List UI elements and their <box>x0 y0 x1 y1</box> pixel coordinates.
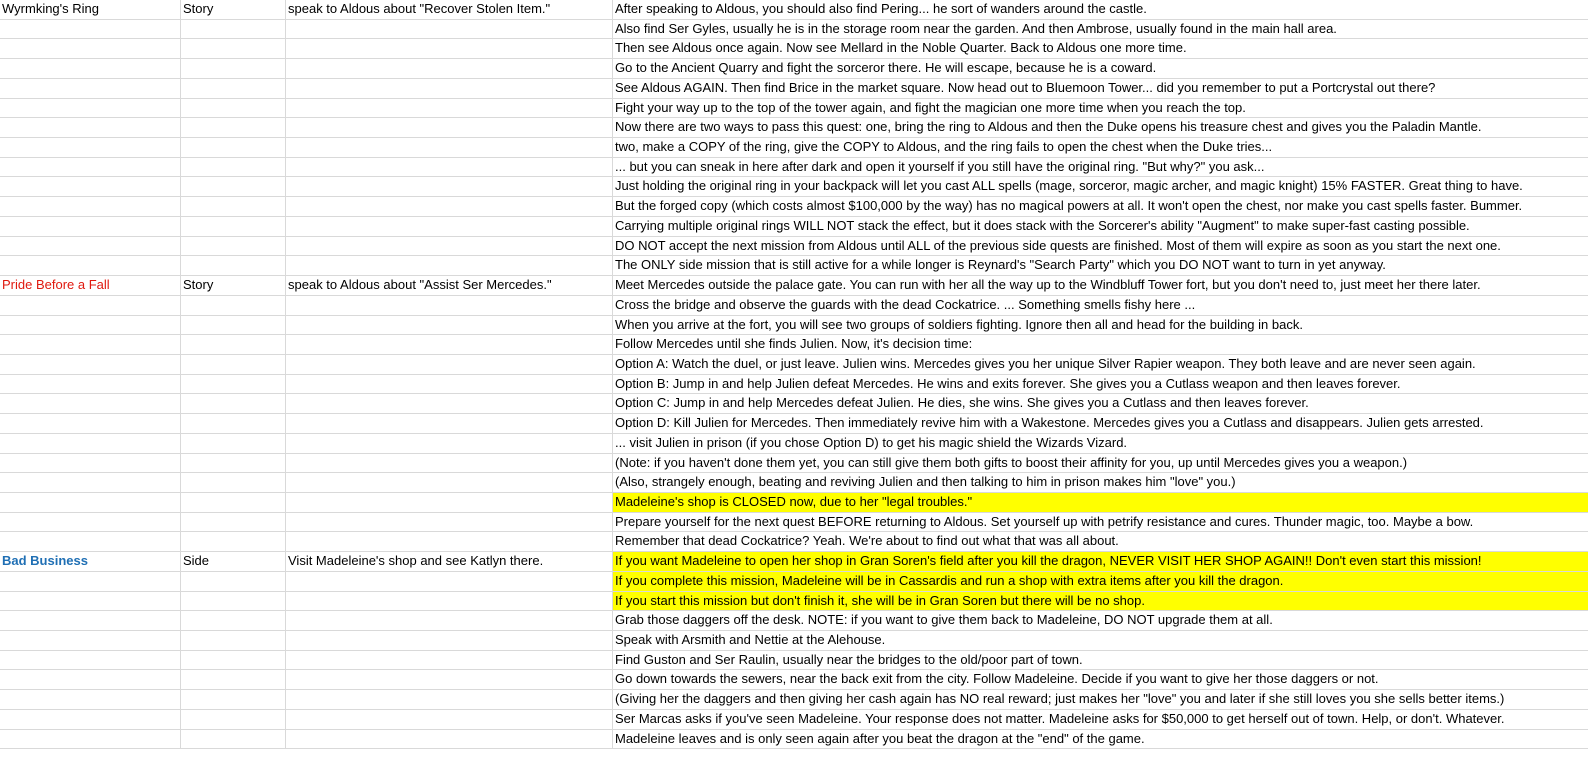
quest-start-cell[interactable] <box>286 670 613 689</box>
highlighted-note-cell[interactable]: Madeleine's shop is CLOSED now, due to her "legal troubles." <box>613 493 1588 512</box>
quest-type-cell[interactable] <box>181 296 286 315</box>
table-row <box>0 513 1588 533</box>
table-row <box>0 710 1588 730</box>
note-cell[interactable]: Just holding the original ring in your backpack will let you cast ALL spells (mage, sorceror, magic archer, and magic knight) 15% FASTER. Great thing to have. <box>615 178 1523 194</box>
quest-start-cell[interactable] <box>286 138 613 157</box>
quest-name-cell[interactable] <box>0 217 181 236</box>
quest-name-cell[interactable] <box>0 20 181 39</box>
quest-start-cell[interactable] <box>286 414 613 433</box>
quest-name-cell[interactable] <box>0 651 181 670</box>
highlighted-note-cell[interactable]: If you complete this mission, Madeleine will be in Cassardis and run a shop with extra items after you kill the dragon. <box>613 572 1588 591</box>
note-cell[interactable]: Then see Aldous once again. Now see Mellard in the Noble Quarter. Back to Aldous one more time. <box>615 40 1187 56</box>
quest-type-cell[interactable] <box>181 177 286 196</box>
quest-name: Wyrmking's Ring <box>2 1 99 16</box>
quest-type-cell[interactable] <box>181 611 286 630</box>
note-cell[interactable]: Option C: Jump in and help Mercedes defeat Julien. He dies, she wins. She gives you a Cutlass and then leaves forever. <box>615 395 1309 411</box>
quest-start-cell[interactable] <box>286 355 613 374</box>
quest-type-cell[interactable] <box>181 118 286 137</box>
quest-start-cell[interactable] <box>286 177 613 196</box>
quest-start-cell[interactable]: speak to Aldous about "Assist Ser Mercedes." <box>286 276 613 295</box>
quest-start-cell[interactable] <box>286 434 613 453</box>
note-cell[interactable]: ... visit Julien in prison (if you chose Option D) to get his magic shield the Wizards Vizard. <box>615 434 1128 450</box>
quest-type-cell[interactable]: Side <box>181 552 286 571</box>
quest-start-cell[interactable] <box>286 256 613 275</box>
quest-start-cell[interactable] <box>286 651 613 670</box>
quest-start-cell[interactable] <box>286 79 613 98</box>
table-row <box>0 177 1588 197</box>
table-row <box>0 611 1588 631</box>
table-row <box>0 730 1588 750</box>
quest-type-cell[interactable] <box>181 710 286 729</box>
quest-type-cell[interactable] <box>181 316 286 335</box>
quest-start-cell[interactable] <box>286 296 613 315</box>
quest-type-cell[interactable] <box>181 651 286 670</box>
quest-name-cell[interactable] <box>0 355 181 374</box>
table-row <box>0 256 1588 276</box>
quest-type-cell[interactable] <box>181 572 286 591</box>
quest-start-cell[interactable] <box>286 197 613 216</box>
quest-start-cell[interactable] <box>286 473 613 492</box>
table-row <box>0 335 1588 355</box>
note-cell[interactable]: Go down towards the sewers, near the back exit from the city. Follow Madeleine. Decide if you want to give her those daggers or not. <box>615 671 1379 687</box>
quest-name-cell[interactable] <box>0 690 181 709</box>
quest-name-cell[interactable] <box>0 552 181 571</box>
quest-start-cell[interactable] <box>286 99 613 118</box>
table-row <box>0 276 1588 296</box>
table-row <box>0 690 1588 710</box>
quest-start-cell[interactable] <box>286 237 613 256</box>
quest-type-cell[interactable] <box>181 513 286 532</box>
quest-type-cell[interactable] <box>181 138 286 157</box>
table-row <box>0 375 1588 395</box>
quest-type-cell[interactable] <box>181 20 286 39</box>
note-cell[interactable]: Go to the Ancient Quarry and fight the sorceror there. He will escape, because he is a coward. <box>615 60 1157 76</box>
table-row <box>0 296 1588 316</box>
table-row <box>0 532 1588 552</box>
quest-name-cell[interactable] <box>0 434 181 453</box>
note-cell[interactable]: Grab those daggers off the desk. NOTE: if you want to give them back to Madeleine, DO NOT upgrade them at all. <box>615 612 1273 628</box>
table-row <box>0 99 1588 119</box>
quest-type-cell[interactable] <box>181 592 286 611</box>
quest-name-cell[interactable] <box>0 454 181 473</box>
table-row <box>0 138 1588 158</box>
quest-start-cell[interactable]: Visit Madeleine's shop and see Katlyn there. <box>286 552 613 571</box>
table-row <box>0 631 1588 651</box>
table-row <box>0 394 1588 414</box>
table-row <box>0 355 1588 375</box>
quest-type-cell[interactable] <box>181 454 286 473</box>
note-cell[interactable]: Cross the bridge and observe the guards with the dead Cockatrice. ... Something smells fishy here ... <box>615 296 1196 312</box>
quest-name-cell[interactable] <box>0 316 181 335</box>
quest-type-cell[interactable] <box>181 99 286 118</box>
quest-start-cell[interactable] <box>286 158 613 177</box>
note-cell[interactable]: (Giving her the daggers and then giving her cash again has NO real reward; just makes her "love" you and later if she still loves you she sells better items.) <box>615 691 1505 707</box>
quest-type-cell[interactable] <box>181 631 286 650</box>
quest-type-cell[interactable] <box>181 473 286 492</box>
quest-start-cell[interactable] <box>286 454 613 473</box>
quest-name-cell[interactable] <box>0 375 181 394</box>
quest-type-cell[interactable] <box>181 690 286 709</box>
quest-name-cell[interactable] <box>0 473 181 492</box>
quest-name-cell[interactable] <box>0 197 181 216</box>
quest-name-cell[interactable] <box>0 158 181 177</box>
quest-name-cell[interactable] <box>0 493 181 512</box>
table-row <box>0 592 1588 612</box>
quest-start-cell[interactable] <box>286 375 613 394</box>
table-row <box>0 572 1588 592</box>
table-row <box>0 237 1588 257</box>
quest-name: Bad Business <box>2 553 88 569</box>
table-row <box>0 39 1588 59</box>
quest-type-cell[interactable] <box>181 158 286 177</box>
highlighted-note-cell[interactable]: If you want Madeleine to open her shop in Gran Soren's field after you kill the dragon, NEVER VISIT HER SHOP AGAIN!! Don't even start this mission! <box>613 552 1588 571</box>
table-row <box>0 217 1588 237</box>
quest-type-cell[interactable] <box>181 730 286 749</box>
highlighted-note-cell[interactable]: If you start this mission but don't finish it, she will be in Gran Soren but there will be no shop. <box>613 592 1588 611</box>
quest-name-cell[interactable] <box>0 79 181 98</box>
quest-type-cell[interactable] <box>181 335 286 354</box>
table-row <box>0 197 1588 217</box>
quest-start-cell[interactable] <box>286 394 613 413</box>
quest-start-cell[interactable] <box>286 690 613 709</box>
quest-name-cell[interactable] <box>0 276 181 295</box>
quest-type-cell[interactable] <box>181 39 286 58</box>
quest-type-cell[interactable] <box>181 79 286 98</box>
quest-name-cell[interactable] <box>0 592 181 611</box>
quest-type-cell[interactable] <box>181 394 286 413</box>
quest-start-cell[interactable] <box>286 631 613 650</box>
quest-start-cell[interactable] <box>286 20 613 39</box>
quest-start-cell[interactable] <box>286 59 613 78</box>
quest-start-cell[interactable] <box>286 118 613 137</box>
quest-name-cell[interactable] <box>0 611 181 630</box>
quest-start-cell[interactable] <box>286 335 613 354</box>
quest-name-cell[interactable] <box>0 296 181 315</box>
note-cell[interactable]: Madeleine leaves and is only seen again after you beat the dragon at the "end" of the game. <box>615 730 1145 746</box>
note-cell[interactable]: (Also, strangely enough, beating and reviving Julien and then talking to him in prison makes him "love" you.) <box>615 474 1236 490</box>
quest-type-cell[interactable] <box>181 532 286 551</box>
table-row <box>0 473 1588 493</box>
note-cell[interactable]: Option B: Jump in and help Julien defeat Mercedes. He wins and exits forever. She gives you a Cutlass weapon and then leaves forever. <box>615 375 1401 391</box>
quest-type-cell[interactable] <box>181 414 286 433</box>
quest-name-cell[interactable] <box>0 118 181 137</box>
quest-type-cell[interactable] <box>181 355 286 374</box>
quest-start-cell[interactable] <box>286 730 613 749</box>
quest-name-cell[interactable] <box>0 0 181 19</box>
note-cell[interactable]: Also find Ser Gyles, usually he is in the storage room near the garden. And then Ambrose, usually found in the main hall area. <box>615 20 1337 36</box>
quest-name-cell[interactable] <box>0 138 181 157</box>
note-cell[interactable]: Find Guston and Ser Raulin, usually near the bridges to the old/poor part of town. <box>615 651 1083 667</box>
quest-type-cell[interactable] <box>181 434 286 453</box>
note-cell[interactable]: Fight your way up to the top of the tower again, and fight the magician one more time when you reach the top. <box>615 99 1246 115</box>
quest-start-cell[interactable] <box>286 316 613 335</box>
quest-type-cell[interactable] <box>181 256 286 275</box>
quest-name-cell[interactable] <box>0 99 181 118</box>
quest-type-cell[interactable] <box>181 217 286 236</box>
quest-start-cell[interactable] <box>286 710 613 729</box>
note-cell[interactable]: Remember that dead Cockatrice? Yeah. We're about to find out what that was all about. <box>615 533 1119 549</box>
quest-name-cell[interactable] <box>0 532 181 551</box>
quest-name-cell[interactable] <box>0 177 181 196</box>
note-cell[interactable]: Speak with Arsmith and Nettie at the Alehouse. <box>615 632 886 647</box>
table-row <box>0 670 1588 690</box>
quest-name-cell[interactable] <box>0 39 181 58</box>
quest-name-cell[interactable] <box>0 237 181 256</box>
quest-start-cell[interactable] <box>286 39 613 58</box>
table-row <box>0 552 1588 572</box>
table-row <box>0 59 1588 79</box>
note-cell[interactable]: Prepare yourself for the next quest BEFORE returning to Aldous. Set yourself up with petrify resistance and cures. Thunder magic, too. Maybe a bow. <box>615 513 1474 529</box>
quest-name-cell[interactable] <box>0 670 181 689</box>
note-cell[interactable]: (Note: if you haven't done them yet, you can still give them both gifts to boost their affinity for you, up until Mercedes gives you a weapon.) <box>615 454 1408 470</box>
table-row <box>0 0 1588 20</box>
table-row <box>0 434 1588 454</box>
note-cell[interactable]: But the forged copy (which costs almost $100,000 by the way) has no magical powers at all. It won't open the chest, nor make you cast spells faster. Bummer. <box>615 198 1523 214</box>
quest-name-cell[interactable] <box>0 730 181 749</box>
table-row <box>0 79 1588 99</box>
note-cell[interactable]: When you arrive at the fort, you will see two groups of soldiers fighting. Ignore then all and head for the building in back. <box>615 316 1303 332</box>
quest-name-cell[interactable] <box>0 513 181 532</box>
quest-start-cell[interactable] <box>286 217 613 236</box>
quest-start-cell[interactable] <box>286 493 613 512</box>
note-cell[interactable]: Now there are two ways to pass this quest: one, bring the ring to Aldous and then the Duke opens his treasure chest and gives you the Paladin Mantle. <box>615 119 1482 135</box>
quest-type-cell[interactable] <box>181 670 286 689</box>
table-row <box>0 651 1588 671</box>
quest-name-cell[interactable] <box>0 631 181 650</box>
table-row <box>0 414 1588 434</box>
quest-start-cell[interactable] <box>286 592 613 611</box>
quest-name-cell[interactable] <box>0 414 181 433</box>
note-cell[interactable]: After speaking to Aldous, you should also find Pering... he sort of wanders around the castle. <box>615 1 1147 16</box>
quest-type-cell[interactable] <box>181 493 286 512</box>
quest-start-cell[interactable]: speak to Aldous about "Recover Stolen Item." <box>286 0 613 19</box>
quest-name-cell[interactable] <box>0 256 181 275</box>
quest-type-cell[interactable] <box>181 197 286 216</box>
quest-type-cell[interactable]: Story <box>181 0 286 19</box>
quest-type-cell[interactable] <box>181 237 286 256</box>
table-row <box>0 158 1588 178</box>
quest-start-cell[interactable] <box>286 572 613 591</box>
note-cell[interactable]: Option A: Watch the duel, or just leave. Julien wins. Mercedes gives you her unique Silver Rapier weapon. They both leave and are never seen again. <box>615 355 1476 371</box>
note-cell[interactable]: See Aldous AGAIN. Then find Brice in the market square. Now head out to Bluemoon Tower... did you remember to put a Portcrystal out there? <box>615 79 1436 95</box>
quest-start-cell[interactable] <box>286 532 613 551</box>
quest-name: Pride Before a Fall <box>2 277 110 293</box>
quest-start-cell[interactable] <box>286 513 613 532</box>
table-row <box>0 454 1588 474</box>
note-cell[interactable]: ... but you can sneak in here after dark and open it yourself if you still have the original ring. "But why?" you ask... <box>615 158 1265 174</box>
table-row <box>0 316 1588 336</box>
note-cell[interactable]: two, make a COPY of the ring, give the COPY to Aldous, and the ring fails to open the chest when the Duke tries... <box>615 139 1273 155</box>
note-cell[interactable]: DO NOT accept the next mission from Aldous until ALL of the previous side quests are finished. Most of them will expire as soon as you start the next one. <box>615 237 1501 253</box>
quest-name-cell[interactable] <box>0 710 181 729</box>
quest-type-cell[interactable] <box>181 59 286 78</box>
quest-name-cell[interactable] <box>0 394 181 413</box>
note-cell[interactable]: Carrying multiple original rings WILL NOT stack the effect, but it does stack with the Sorcerer's ability "Augment" to make super-fast casting possible. <box>615 217 1470 233</box>
table-row <box>0 20 1588 40</box>
quest-name-cell[interactable] <box>0 59 181 78</box>
note-cell[interactable]: Follow Mercedes until she finds Julien. Now, it's decision time: <box>615 336 973 352</box>
note-cell[interactable]: Ser Marcas asks if you've seen Madeleine. Your response does not matter. Madeleine asks for $50,000 to get herself out of town. Help, or don't. Whatever. <box>615 710 1505 726</box>
quest-name-cell[interactable] <box>0 335 181 354</box>
quest-name-cell[interactable] <box>0 572 181 591</box>
table-row <box>0 493 1588 513</box>
table-row <box>0 118 1588 138</box>
quest-start-cell[interactable] <box>286 611 613 630</box>
note-cell[interactable]: Meet Mercedes outside the palace gate. You can run with her all the way up to the Windbluff Tower fort, but you don't need to, just meet her there later. <box>615 277 1481 293</box>
quest-type-cell[interactable] <box>181 375 286 394</box>
note-cell[interactable]: The ONLY side mission that is still active for a while longer is Reynard's "Search Party" which you DO NOT want to turn in yet anyway. <box>615 257 1386 273</box>
note-cell[interactable]: Option D: Kill Julien for Mercedes. Then immediately revive him with a Wakestone. Mercedes gives you a Cutlass and disappears. Julien gets arrested. <box>615 415 1484 431</box>
quest-type-cell[interactable]: Story <box>181 276 286 295</box>
